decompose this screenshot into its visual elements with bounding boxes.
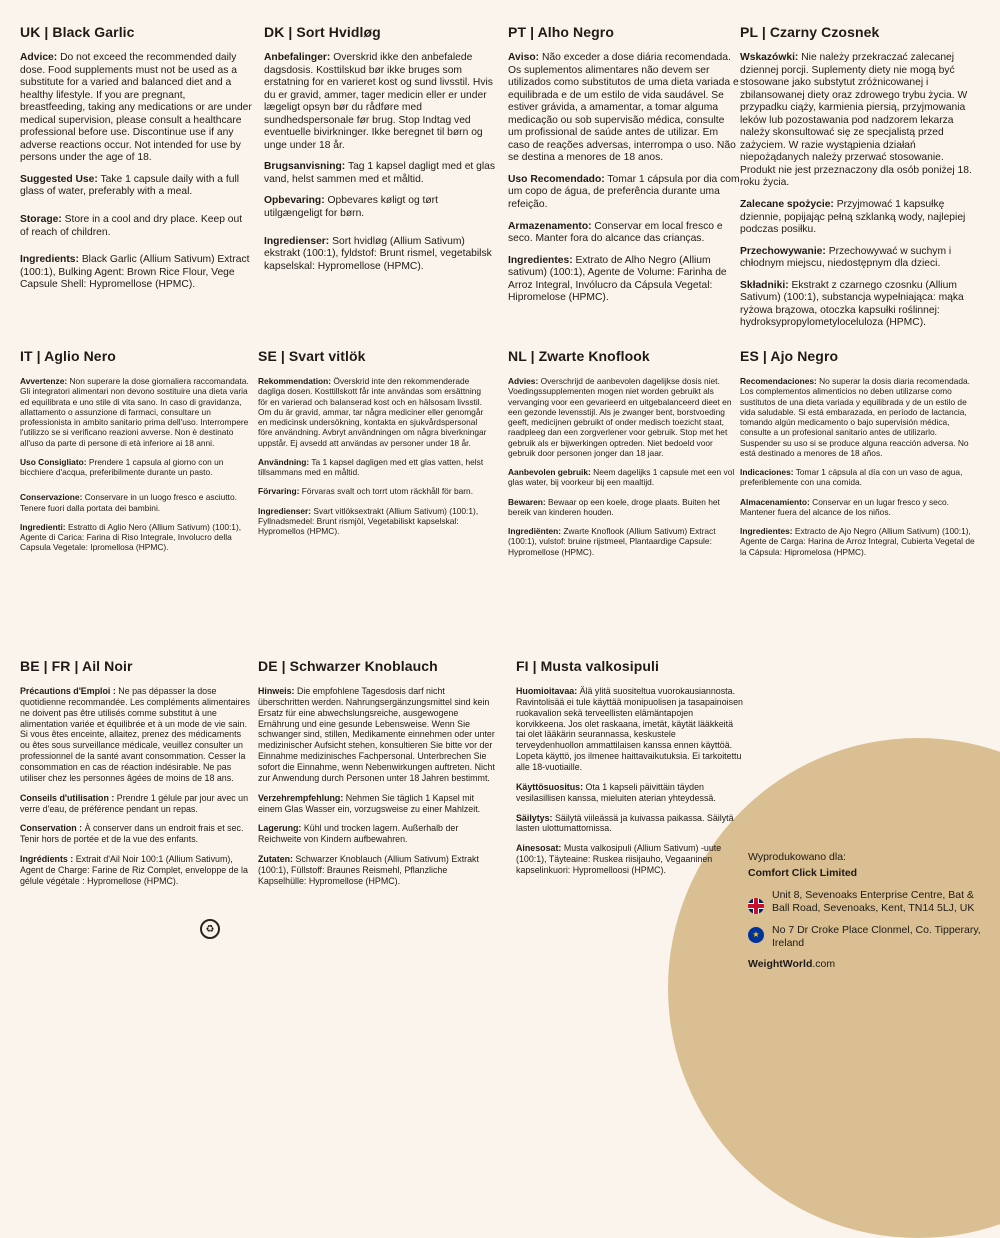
section-storage: Lagerung: Kühl und trocken lagern. Außerhalb der Reichweite von Kindern aufbewahren. xyxy=(258,823,459,845)
block-pl xyxy=(740,24,978,339)
block-heading: SE | Svart vitlök xyxy=(258,348,366,364)
section-ingredients: Ingredients: Black Garlic (Allium Sativum) Extract (100:1), Bulking Agent: Brown Rice Flour, Vege Capsule Shell: Hypromellose (HPMC). xyxy=(20,254,250,291)
block-nl xyxy=(508,348,740,566)
section-use: Brugsanvisning: Tag 1 kapsel dagligt med et glas vand, helst sammen med et måltid. xyxy=(264,161,496,185)
block-heading: ES | Ajo Negro xyxy=(740,348,839,364)
section-use: Käyttösuositus: Ota 1 kapseli päivittäin täyden vesilasillisen kanssa, mieluiten aterian yhteydessä. xyxy=(516,781,716,803)
section-advice: Rekommendation: Överskrid inte den rekommenderade dagliga dosen. Kosttillskott får inte användas som ersättning för en varierad och balanserad kost och en hälsosam livsstil. Om du är gravid, ammar, tar några mediciner eller genomgår en medicinsk undersökning, kontakta en sjukvårdspersonal före användning. Avbryt användningen om några biverkningar uppstår. Ej avsedd att användas av personer under 18 år. xyxy=(258,376,487,448)
section-use: Suggested Use: Take 1 capsule daily with a full glass of water, preferably with a meal. xyxy=(20,173,240,198)
section-use: Uso Consigliato: Prendere 1 capsula al giorno con un bicchiere d'acqua, preferibilmente durante un pasto. xyxy=(20,456,224,477)
section-ingredients: Ingredientes: Extrato de Alho Negro (Allium sativum) (100:1), Agente de Volume: Farinha de Arroz Integral, Invólucro da Cápsula Vegetal: Hipromelose (HPMC). xyxy=(508,254,727,304)
section-ingredients: Składniki: Ekstrakt z czarnego czosnku (Allium Sativum) (100:1), substancja wypełniająca: mąka ryżowa brązowa, otoczka kapsułki roślinnej: hydroksypropylometyloceluloza (HPMC). xyxy=(740,279,964,329)
section-ingredients: Ingredienti: Estratto di Aglio Nero (Allium Sativum) (100:1), Agente di Carica: Farina di Riso Integrale, Involucro della Capsula Vegetale: Ipromellosa (HPMC). xyxy=(20,521,242,553)
block-se xyxy=(258,348,490,545)
ie-address xyxy=(748,924,988,950)
block-dk xyxy=(264,24,496,282)
block-es xyxy=(740,348,978,566)
section-advice: Précautions d'Emploi : Ne pas dépasser la dose quotidienne recommandée. Les compléments alimentaires ne doivent pas être utilisés comme substitut à une alimentation variée et équilibrée et à un mode de vie sain. Si vous êtes enceinte, allaitez, prenez des médicaments ou êtes sous surveillance médicale, veuillez consulter un professionnel de la santé avant consommation. Cesser la consommation en cas de réaction indésirable. Ne pas utiliser chez les personnes âgées de moins de 18 ans. xyxy=(20,686,250,783)
section-advice: Advies: Overschrijd de aanbevolen dagelijkse dosis niet. Voedingssupplementen mogen niet worden gebruikt als vervanging voor een gevarieerd en uitgebalanceerd dieet en een gezonde levensstijl. Als je zwanger bent, borstvoeding geeft, medicijnen gebruikt of onder medisch toezicht staat, raadpleeg dan een zorgverlener voor gebruik. Stop met het gebruik als er bijwerkingen optreden. Niet bedoeld voor gebruik door personen jonger dan 18 jaar. xyxy=(508,376,732,458)
uk-address xyxy=(748,889,988,915)
manufacturer-contact xyxy=(748,851,988,971)
block-fi xyxy=(516,658,744,885)
block-heading: DE | Schwarzer Knoblauch xyxy=(258,658,438,674)
section-use: Zalecane spożycie: Przyjmować 1 kapsułkę dziennie, popijając pełną szklanką wody, najlepiej podczas posiłku. xyxy=(740,199,966,236)
section-ingredients: Ingredienser: Svart vitlöksextrakt (Allium Sativum) (100:1), Fyllnadsmedel: Brunt rismjöl, Vegetabiliskt kapselskal: Hypromellos (HPMC). xyxy=(258,505,479,536)
section-storage: Armazenamento: Conservar em local fresco e seco. Manter fora do alcance das crianças. xyxy=(508,220,723,245)
section-advice: Huomioitavaa: Älä ylitä suositeltua vuorokausiannosta. Ravintolisää ei tule käyttää monipuolisen ja tasapainoisen ruokavalion sekä terveellisten elämäntapojen korvikkeena. Jos olet raskaana, imetät, käytät lääkkeitä tai olet lääkärin seurannassa, keskustele terveydenhuollon ammattilaisen kanssa ennen käyttöä. Lopeta käyttö, jos ilmenee haittavaikutuksia. Ei tarkoitettu alle 18-vuotiaille. xyxy=(516,686,743,773)
section-storage: Przechowywanie: Przechowywać w suchym i chłodnym miejscu, niedostępnym dla dzieci. xyxy=(740,245,952,270)
section-ingredients: Ingredientes: Extracto de Ajo Negro (Allium Sativum) (100:1), Agente de Carga: Harina de Arroz Integral, Cubierta Vegetal de la Cápsula: Hipromelosa (HPMC). xyxy=(740,526,975,557)
section-advice: Recomendaciones: No superar la dosis diaria recomendada. Los complementos alimenticios no deben utilizarse como sustitutos de una dieta variada y equilibrada y de un estilo de vida saludable. Si está embarazada, en período de lactancia, tomando algún medicamento o bajo supervisión médica, consulte a un profesional sanitario antes de utilizarlo. Suspender su uso si se produce alguna reacción adversa. No está destinado a menores de 18 años. xyxy=(740,376,970,458)
section-storage: Conservazione: Conservare in un luogo fresco e asciutto. Tenere fuori dalla portata dei bambini. xyxy=(20,492,237,513)
block-heading: PL | Czarny Czosnek xyxy=(740,24,880,40)
section-ingredients: Ingrediënten: Zwarte Knoflook (Allium Sativum) Extract (100:1), vulstof: bruine rijstmeel, Plantaardige Capsule: Hypromellose (HPMC). xyxy=(508,526,716,557)
block-heading: BE | FR | Ail Noir xyxy=(20,658,133,674)
eu-flag-icon: ★ xyxy=(748,927,764,943)
section-advice: Anbefalinger: Overskrid ikke den anbefalede dagsdosis. Kosttilskud bør ikke bruges som erstatning for en varieret kost og sund livsstil. Hvis du er gravid, ammer, tager medicin eller er under lægeligt opsyn bør du rådføre med sundhedspersonale før brug. Stop Indtag ved eventuelle bivirkninger. Ikke beregnet til børn og unge under 18 år. xyxy=(264,52,493,151)
section-ingredients: Ainesosat: Musta valkosipuli (Allium Sativum) -uute (100:1), Täyteaine: Ruskea riisijauho, Vegaaninen kapselinkuori: Hypromelloosi (HPMC). xyxy=(516,843,722,876)
section-ingredients: Ingredienser: Sort hvidløg (Allium Sativum) ekstrakt (100:1), fyldstof: Brunt rismel, vegetabilsk kapselskal: Hypromellose (HPMC). xyxy=(264,235,492,272)
block-heading: DK | Sort Hvidløg xyxy=(264,24,381,40)
section-use: Indicaciones: Tomar 1 cápsula al día con un vaso de agua, preferiblemente con una comida. xyxy=(740,467,963,488)
block-pt xyxy=(508,24,740,314)
section-ingredients: Zutaten: Schwarzer Knoblauch (Allium Sativum) Extrakt (100:1), Füllstoff: Braunes Reismehl, Pflanzliche Kapselhülle: Hypromellose (HPMC). xyxy=(258,854,479,886)
block-uk xyxy=(20,24,252,301)
uk-address-text: Unit 8, Sevenoaks Enterprise Centre, Bat & Ball Road, Sevenoaks, Kent, TN14 5LJ, UK xyxy=(772,889,975,915)
section-ingredients: Ingrédients : Extrait d'Ail Noir 100:1 (Allium Sativum), Agent de Charge: Farine de Riz Complet, enveloppe de la gélule végétale : Hypromellose (HPMC). xyxy=(20,854,248,886)
block-heading: UK | Black Garlic xyxy=(20,24,135,40)
section-storage: Conservation : À conserver dans un endroit frais et sec. Tenir hors de portée et de la vue des enfants. xyxy=(20,823,244,845)
section-storage: Storage: Store in a cool and dry place. Keep out of reach of children. xyxy=(20,214,243,238)
website: WeightWorld.com xyxy=(748,957,836,970)
recycle-logo-icon: ♻ xyxy=(200,919,220,939)
section-advice: Wskazówki: Nie należy przekraczać zalecanej dziennej porcji. Suplementy diety nie mogą być stosowane jako substytut zróżnicowanej i zbilansowanej diety oraz zdrowego trybu życia. W przypadku ciąży, karmienia piersią, przyjmowania leków lub pozostawania pod nadzorem lekarza należy skonsultować się ze specjalistą przed zażyciem. W razie wystąpienia działań niepożądanych należy przerwać stosowanie. Produkt nie jest przeznaczony dla osób poniżej 18. roku życia. xyxy=(740,52,972,189)
section-storage: Opbevaring: Opbevares køligt og tørt utilgængeligt for børn. xyxy=(264,195,438,220)
section-advice: Advice: Do not exceed the recommended daily dose. Food supplements must not be used as a substitute for a varied and balanced diet and a healthy lifestyle. If you are pregnant, breastfeeding, taking any medications or are under medical supervision, please consult a healthcare professional before use. Discontinue use if any adverse reactions occur. Not intended for use by persons under the age of 18. xyxy=(20,52,252,164)
section-advice: Avvertenze: Non superare la dose giornaliera raccomandata. Gli integratori alimentari non devono sostituire una dieta varia ed equilibrata e uno stile di vita sano. In caso di gravidanza, allattamento o assunzione di farmaci, consultare un professionista in ambito sanitario prima dell'uso. Interrompere l'utilizzo se si verificano reazioni avverse. Non è destinato all'uso da parte di persone di età inferiore ai 18 anni. xyxy=(20,376,249,448)
block-heading: PT | Alho Negro xyxy=(508,24,615,40)
section-advice: Aviso: Não exceder a dose diária recomendada. Os suplementos alimentares não devem ser utilizados como substitutos de uma dieta variada e equilibrada e de um estilo de vida saudável. Se estiver grávida, a amamentar, a tomar alguma medicação ou sob supervisão médica, consulte um profissional de saúde antes de utilizar. Em caso de reações adversas, interrompa o uso. Não se destina a menores de 18 anos. xyxy=(508,52,739,164)
block-be-fr xyxy=(20,658,252,896)
section-use: Uso Recomendado: Tomar 1 cápsula por dia com um copo de água, de preferência durante uma refeição. xyxy=(508,173,740,211)
section-storage: Almacenamiento: Conservar en un lugar fresco y seco. Mantener fuera del alcance de los niños. xyxy=(740,496,949,517)
section-use: Conseils d'utilisation : Prendre 1 gélule par jour avec un verre d'eau, de préférence pendant un repas. xyxy=(20,792,249,814)
section-storage: Säilytys: Säilytä viileässä ja kuivassa paikassa. Säilytä lasten ulottumattomissa. xyxy=(516,812,734,834)
section-use: Aanbevolen gebruik: Neem dagelijks 1 capsule met een vol glas water, bij voorkeur bij een maaltijd. xyxy=(508,467,735,488)
block-de xyxy=(258,658,496,896)
section-storage: Bewaren: Bewaar op een koele, droge plaats. Buiten het bereik van kinderen houden. xyxy=(508,496,720,517)
uk-flag-icon xyxy=(748,898,764,914)
section-advice: Hinweis: Die empfohlene Tagesdosis darf nicht überschritten werden. Nahrungsergänzungsmittel sind kein Ersatz für eine abwechslungsreiche, ausgewogene Ernährung und eine gesunde Lebensweise. Wenn Sie schwanger sind, stillen, Medikamente einnehmen oder unter medizinischer Aufsicht stehen, konsultieren Sie bitte vor der Einnahme medizinisches Fachpersonal. Unterbrechen Sie sofort die Einnahme, wenn Nebenwirkungen auftreten. Nicht zur Anwendung durch Personen unter 18 Jahren bestimmt. xyxy=(258,686,495,783)
block-heading: IT | Aglio Nero xyxy=(20,348,116,364)
block-it xyxy=(20,348,252,562)
block-heading: FI | Musta valkosipuli xyxy=(516,658,660,674)
ie-address-text: No 7 Dr Croke Place Clonmel, Co. Tipperary, Ireland xyxy=(772,923,981,949)
section-use: Verzehrempfehlung: Nehmen Sie täglich 1 Kapsel mit einem Glas Wasser ein, vorzugsweise zu einer Mahlzeit. xyxy=(258,792,481,814)
block-heading: NL | Zwarte Knoflook xyxy=(508,348,650,364)
section-storage: Förvaring: Förvaras svalt och torrt utom räckhåll för barn. xyxy=(258,486,474,497)
section-use: Användning: Ta 1 kapsel dagligen med ett glas vatten, helst tillsammans med en måltid. xyxy=(258,456,484,477)
made-for-label: Wyprodukowano dla: xyxy=(748,851,846,863)
company-name: Comfort Click Limited xyxy=(748,867,858,880)
